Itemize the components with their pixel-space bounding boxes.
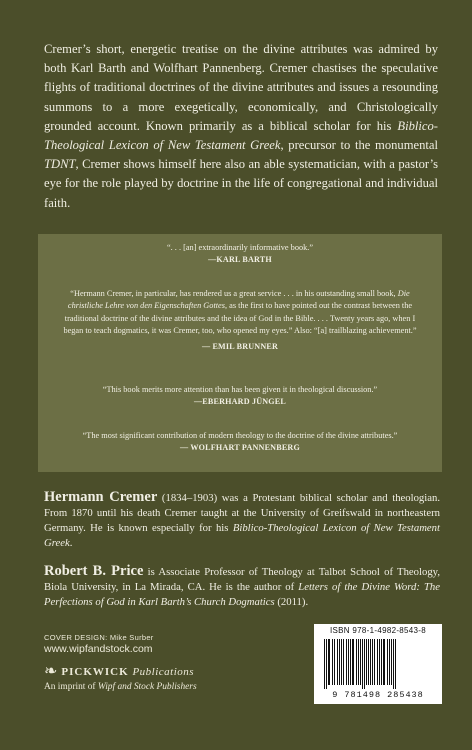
- endorsement-jungel: [38, 384, 442, 409]
- editor-name: Robert B. Price: [44, 563, 144, 579]
- barcode-bar: [362, 639, 363, 689]
- description-text: , Cremer shows himself here also an able systematician, with a pastor’s eye for the role played by doctrine in the life of congregational and individual faith.: [44, 157, 438, 210]
- barcode-bar: [334, 639, 335, 685]
- endorsement-brunner: [38, 288, 442, 353]
- barcode-bar: [374, 639, 375, 685]
- author-bio-cremer: Hermann Cremer (1834–1903) was a Protestant biblical scholar and theologian. From 1870 until his death Cremer taught at the University of Greifswald in northeastern Germany. He is known especially for his Biblico-Theological Lexicon of New Testament Greek.: [44, 489, 441, 549]
- endorsement-quote: “The most significant contribution of modern theology to the doctrine of the divine attributes.”: [82, 431, 398, 440]
- cover-design-credit: COVER DESIGN: Mike Surber: [44, 633, 154, 642]
- barcode-bar: [379, 639, 380, 685]
- description-title-lexicon: Biblico-Theological Lexicon of New Testament Greek: [44, 118, 438, 153]
- endorsement-quote: “. . . [an] extraordinarily informative book.”: [166, 243, 314, 252]
- barcode-bar: [350, 639, 351, 685]
- barcode-bar: [328, 639, 330, 685]
- barcode-bar: [395, 639, 396, 689]
- endorsement-attribution: — EMIL BRUNNER: [201, 341, 279, 351]
- barcode-bar: [332, 639, 333, 685]
- barcode-bar: [341, 639, 342, 685]
- description-text: , precursor to the monumental: [280, 138, 439, 153]
- barcode-bar: [346, 639, 347, 685]
- endorsement-quote: “Hermann Cremer, in particular, has rendered us a great service . . . in his outstanding small book, Die christliche Lehre von den Eigenschaften Gottes, as the first to have pointed out the contrast between the traditional doctrine of the divine attributes and the idea of God in the Bible. . . . Twenty years ago, when I began to teach dogmatics, it was Cremer, too, who opened my eyes.” Also: “[a] trailblazing achievement.”: [63, 289, 417, 336]
- barcode-bar: [339, 639, 340, 685]
- barcode-bar: [348, 639, 349, 685]
- barcode-bar: [326, 639, 327, 689]
- barcode-bar: [391, 639, 392, 685]
- barcode-bar: [377, 639, 378, 685]
- barcode-bar: [352, 639, 354, 685]
- barcode-bar: [337, 639, 338, 685]
- publisher-logo: [44, 665, 254, 679]
- endorsements-panel: [38, 234, 442, 472]
- author-name: Hermann Cremer: [44, 489, 158, 505]
- publisher-website-link[interactable]: www.wipfandstock.com: [44, 643, 153, 655]
- barcode-bar: [372, 639, 373, 685]
- barcode-bar: [343, 639, 344, 685]
- barcode-bar: [370, 639, 371, 685]
- endorsement-barth: [38, 242, 442, 267]
- barcode-bar: [324, 639, 325, 689]
- barcode-bar: [358, 639, 359, 685]
- endorsement-pannenberg: [38, 430, 442, 455]
- barcode-bar: [364, 639, 365, 689]
- endorsement-attribution: — WOLFHART PANNENBERG: [180, 443, 300, 453]
- description-text: Cremer’s short, energetic treatise on the divine attributes was admired by both Karl Barth and Wolfhart Pannenberg. Cremer chastises the speculative flights of traditional doctrines of the divine attributes and issues a resounding summons to a more exegetically, economically, and Christologically grounded account. Known primarily as a biblical scholar for his: [44, 42, 438, 133]
- barcode-bar: [387, 639, 388, 685]
- endorsement-attribution: —KARL BARTH: [208, 255, 272, 265]
- book-description: [44, 40, 438, 213]
- bio-book-title: Letters of the Divine Word: The Perfections of God in Karl Barth’s Church Dogmatics: [44, 581, 440, 608]
- description-title-tdnt: TDNT: [44, 157, 76, 172]
- bio-book-title: Biblico-Theological Lexicon of New Testament Greek: [44, 522, 440, 549]
- isbn-number: ISBN 978-1-4982-8543-8: [330, 626, 426, 635]
- isbn-barcode-box: [314, 624, 442, 704]
- quill-flourish-icon: ❧: [44, 663, 58, 680]
- barcode-bar: [393, 639, 394, 689]
- barcode-bar: [383, 639, 385, 685]
- barcode-bar: [356, 639, 357, 685]
- barcode-bar: [366, 639, 367, 685]
- barcode-bar: [360, 639, 361, 685]
- barcode-bar: [368, 639, 369, 685]
- publisher-name: PICKWICK Publications: [61, 666, 195, 678]
- endorsement-attribution: —EBERHARD JÜNGEL: [193, 397, 287, 407]
- publisher-credits: [44, 633, 254, 692]
- endorsement-book-title: Die christliche Lehre von den Eigenschaften Gottes: [67, 289, 410, 311]
- endorsement-quote: “This book merits more attention than has been given it in theological discussion.”: [102, 385, 378, 394]
- barcode-icon: [324, 639, 432, 689]
- barcode-digits: 9 781498 285438: [332, 690, 424, 700]
- barcode-bar: [389, 639, 390, 685]
- imprint-line: An imprint of Wipf and Stock Publishers: [44, 682, 197, 692]
- barcode-bar: [381, 639, 382, 685]
- author-bio-price: Robert B. Price is Associate Professor of Theology at Talbot School of Theology, Biola University, in La Mirada, CA. He is the author of Letters of the Divine Word: The Perfections of God in Karl Barth’s Church Dogmatics (2011).: [44, 563, 440, 608]
